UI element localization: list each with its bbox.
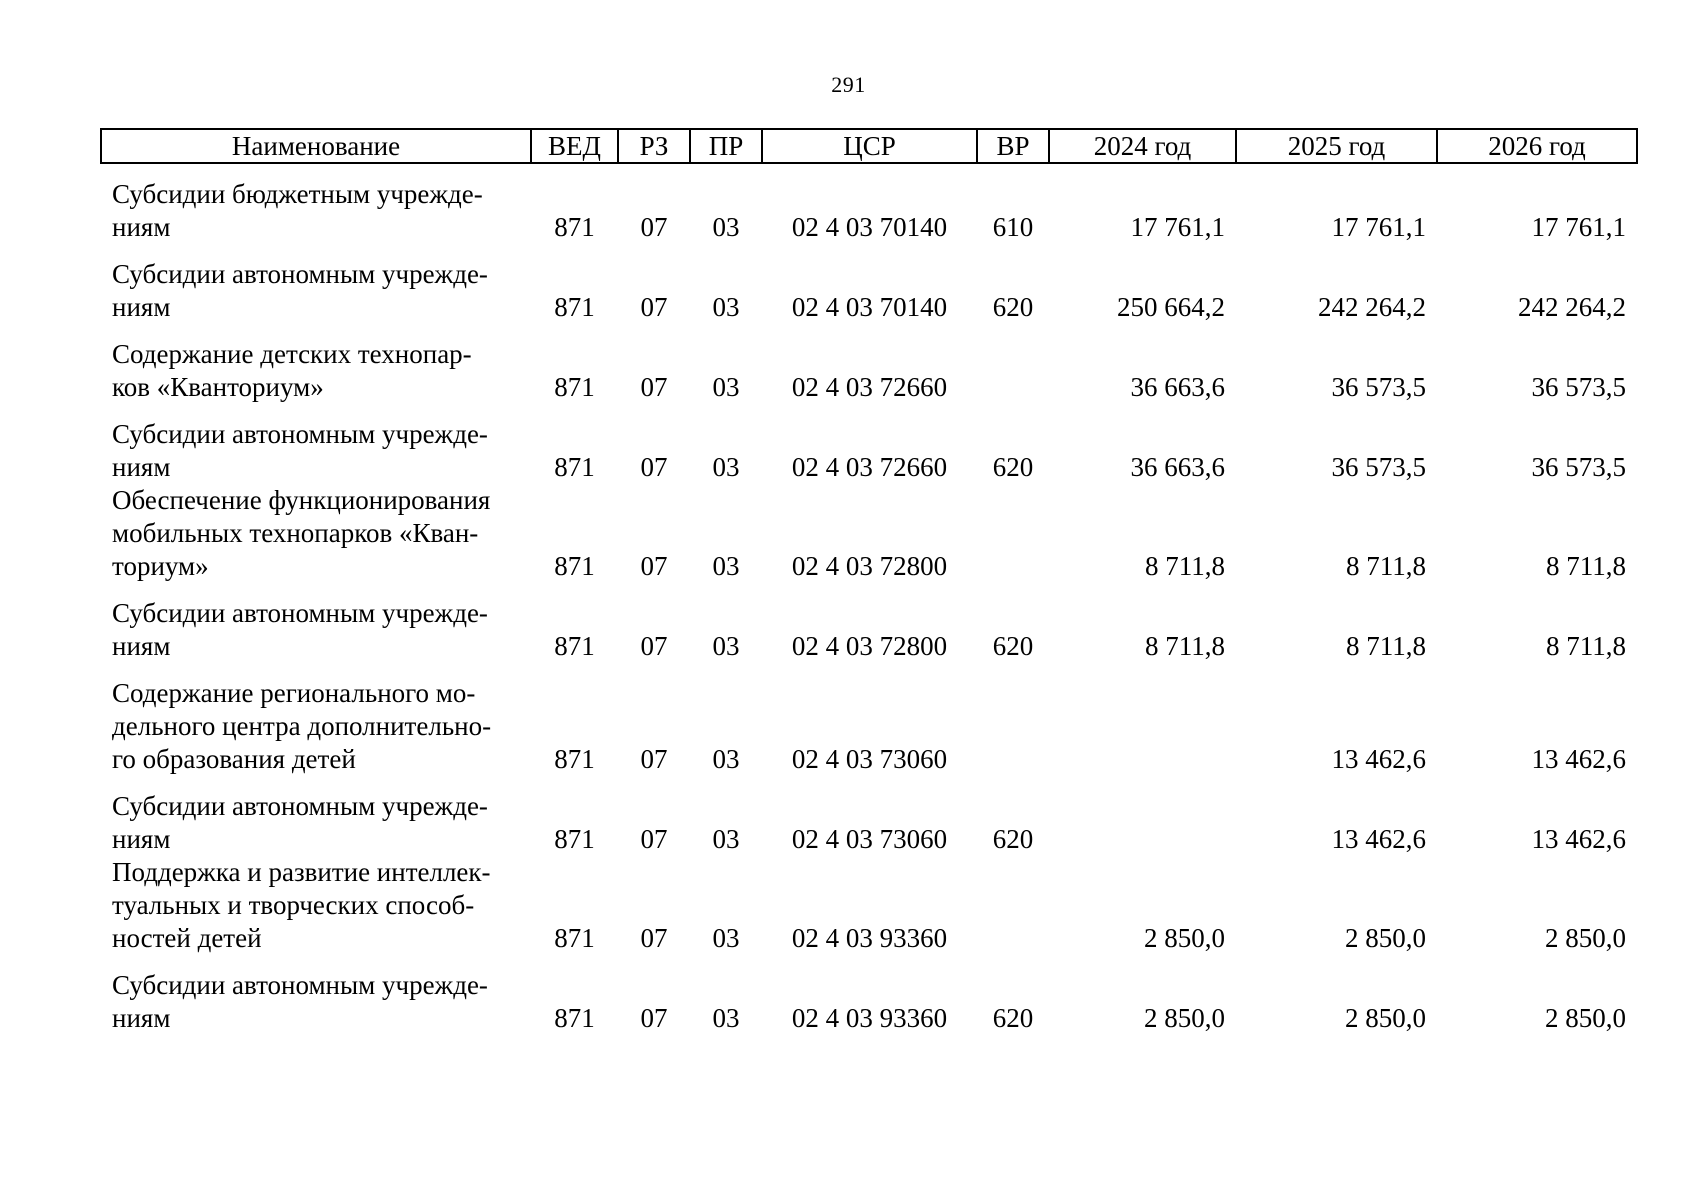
name-line: Субсидии бюджетным учрежде- xyxy=(112,179,483,209)
name-line: Субсидии автономным учрежде- xyxy=(112,259,488,289)
cell-name xyxy=(101,244,531,324)
cell-csr: 02 4 03 72660 xyxy=(791,452,948,482)
name-line: ниям xyxy=(112,292,171,322)
cell-2026: 2 850,0 xyxy=(1545,1003,1626,1033)
cell-2026: 8 711,8 xyxy=(1546,631,1626,661)
table-row xyxy=(101,776,1637,856)
cell-vr: 620 xyxy=(992,292,1034,322)
cell-2024 xyxy=(1049,776,1236,856)
table-row xyxy=(101,178,1637,244)
cell-name xyxy=(101,484,531,583)
cell-2026: 242 264,2 xyxy=(1518,292,1626,322)
cell-ved: 871 xyxy=(554,631,595,661)
name-line: туальных и творческих способ- xyxy=(112,890,475,920)
name-line: мобильных технопарков «Кван- xyxy=(112,518,479,548)
cell-ved: 871 xyxy=(554,1003,595,1033)
cell-2025: 2 850,0 xyxy=(1345,923,1426,953)
cell-csr: 02 4 03 73060 xyxy=(791,824,948,854)
name-line: Содержание детских технопар- xyxy=(112,339,472,369)
name-line: Поддержка и развитие интеллек- xyxy=(112,857,491,887)
cell-vr: 620 xyxy=(992,631,1034,661)
cell-2026: 13 462,6 xyxy=(1531,744,1626,774)
cell-name xyxy=(101,663,531,776)
table-row xyxy=(101,856,1637,955)
name-line: Обеспечение функционирования xyxy=(112,485,491,515)
name-line: Содержание регионального мо- xyxy=(112,678,476,708)
cell-rz: 07 xyxy=(640,1003,668,1033)
cell-2025: 242 264,2 xyxy=(1318,292,1426,322)
spacer-cell xyxy=(101,163,1637,178)
cell-csr: 02 4 03 72660 xyxy=(791,372,948,402)
cell-2024: 36 663,6 xyxy=(1130,452,1225,482)
table-row xyxy=(101,244,1637,324)
cell-2026: 36 573,5 xyxy=(1531,372,1626,402)
cell-2025: 8 711,8 xyxy=(1346,551,1426,581)
cell-2026: 8 711,8 xyxy=(1546,551,1626,581)
cell-name xyxy=(101,955,531,1035)
cell-vr xyxy=(977,324,1049,404)
cell-2024: 17 761,1 xyxy=(1130,212,1225,242)
name-line: го образования детей xyxy=(112,744,356,774)
cell-2026: 17 761,1 xyxy=(1531,212,1626,242)
cell-2024: 2 850,0 xyxy=(1144,1003,1225,1033)
cell-2024: 36 663,6 xyxy=(1130,372,1225,402)
cell-2024: 2 850,0 xyxy=(1144,923,1225,953)
name-line: ниям xyxy=(112,824,171,854)
cell-name xyxy=(101,324,531,404)
cell-2025: 2 850,0 xyxy=(1345,1003,1426,1033)
cell-vr xyxy=(977,484,1049,583)
cell-2024: 250 664,2 xyxy=(1117,292,1225,322)
cell-2025: 36 573,5 xyxy=(1331,372,1426,402)
header-name: Наименование xyxy=(101,129,531,163)
name-line: Субсидии автономным учрежде- xyxy=(112,791,488,821)
name-line: Субсидии автономным учрежде- xyxy=(112,419,488,449)
cell-rz: 07 xyxy=(640,824,668,854)
header-year-2026: 2026 год xyxy=(1437,129,1637,163)
cell-vr: 620 xyxy=(992,824,1034,854)
cell-csr: 02 4 03 72800 xyxy=(791,631,948,661)
cell-pr: 03 xyxy=(712,212,740,242)
table-row xyxy=(101,484,1637,583)
cell-pr: 03 xyxy=(712,824,740,854)
cell-pr: 03 xyxy=(712,1003,740,1033)
table-row xyxy=(101,404,1637,484)
cell-pr: 03 xyxy=(712,923,740,953)
budget-table xyxy=(100,128,1638,1035)
header-ved: ВЕД xyxy=(531,129,618,163)
cell-rz: 07 xyxy=(640,292,668,322)
cell-2025: 13 462,6 xyxy=(1331,744,1426,774)
cell-csr: 02 4 03 93360 xyxy=(791,923,948,953)
header-vr: ВР xyxy=(977,129,1049,163)
cell-rz: 07 xyxy=(640,631,668,661)
cell-2026: 36 573,5 xyxy=(1531,452,1626,482)
cell-ved: 871 xyxy=(554,212,595,242)
cell-2025: 36 573,5 xyxy=(1331,452,1426,482)
cell-rz: 07 xyxy=(640,744,668,774)
header-pr: ПР xyxy=(690,129,762,163)
spacer-row xyxy=(101,163,1637,178)
cell-csr: 02 4 03 70140 xyxy=(791,292,948,322)
cell-vr xyxy=(977,856,1049,955)
cell-ved: 871 xyxy=(554,551,595,581)
cell-csr: 02 4 03 93360 xyxy=(791,1003,948,1033)
name-line: ностей детей xyxy=(112,923,262,953)
table-row xyxy=(101,663,1637,776)
cell-rz: 07 xyxy=(640,212,668,242)
header-year-2024: 2024 год xyxy=(1049,129,1236,163)
cell-2024 xyxy=(1049,663,1236,776)
name-line: ниям xyxy=(112,452,171,482)
table-row xyxy=(101,583,1637,663)
cell-rz: 07 xyxy=(640,923,668,953)
cell-ved: 871 xyxy=(554,744,595,774)
cell-rz: 07 xyxy=(640,551,668,581)
cell-rz: 07 xyxy=(640,452,668,482)
table-row xyxy=(101,324,1637,404)
name-line: ниям xyxy=(112,1003,171,1033)
cell-csr: 02 4 03 73060 xyxy=(791,744,948,774)
cell-name xyxy=(101,404,531,484)
cell-vr: 620 xyxy=(992,1003,1034,1033)
cell-vr xyxy=(977,663,1049,776)
cell-pr: 03 xyxy=(712,372,740,402)
cell-ved: 871 xyxy=(554,824,595,854)
cell-2024: 8 711,8 xyxy=(1145,551,1225,581)
cell-name xyxy=(101,178,531,244)
cell-2026: 2 850,0 xyxy=(1545,923,1626,953)
cell-csr: 02 4 03 70140 xyxy=(791,212,948,242)
cell-ved: 871 xyxy=(554,923,595,953)
cell-2025: 13 462,6 xyxy=(1331,824,1426,854)
name-line: ков «Кванториум» xyxy=(112,372,324,402)
name-line: ниям xyxy=(112,631,171,661)
table-row xyxy=(101,955,1637,1035)
table-body xyxy=(101,163,1637,1035)
cell-pr: 03 xyxy=(712,631,740,661)
cell-pr: 03 xyxy=(712,452,740,482)
name-line: ниям xyxy=(112,212,171,242)
cell-csr: 02 4 03 72800 xyxy=(791,551,948,581)
cell-pr: 03 xyxy=(712,744,740,774)
cell-ved: 871 xyxy=(554,292,595,322)
name-line: ториум» xyxy=(112,551,209,581)
cell-rz: 07 xyxy=(640,372,668,402)
cell-2025: 8 711,8 xyxy=(1346,631,1426,661)
header-year-2025: 2025 год xyxy=(1236,129,1437,163)
header-rz: РЗ xyxy=(618,129,690,163)
page-number: 291 xyxy=(831,72,866,97)
cell-ved: 871 xyxy=(554,452,595,482)
cell-pr: 03 xyxy=(712,292,740,322)
header-csr: ЦСР xyxy=(762,129,977,163)
cell-vr: 620 xyxy=(992,452,1034,482)
cell-name xyxy=(101,776,531,856)
cell-ved: 871 xyxy=(554,372,595,402)
name-line: Субсидии автономным учрежде- xyxy=(112,970,488,1000)
cell-pr: 03 xyxy=(712,551,740,581)
cell-vr: 610 xyxy=(992,212,1034,242)
cell-2025: 17 761,1 xyxy=(1331,212,1426,242)
cell-name xyxy=(101,856,531,955)
name-line: дельного центра дополнительно- xyxy=(112,711,492,741)
cell-2026: 13 462,6 xyxy=(1531,824,1626,854)
table-header xyxy=(101,129,1637,163)
cell-2024: 8 711,8 xyxy=(1145,631,1225,661)
header-row xyxy=(101,129,1637,163)
cell-name xyxy=(101,583,531,663)
name-line: Субсидии автономным учрежде- xyxy=(112,598,488,628)
